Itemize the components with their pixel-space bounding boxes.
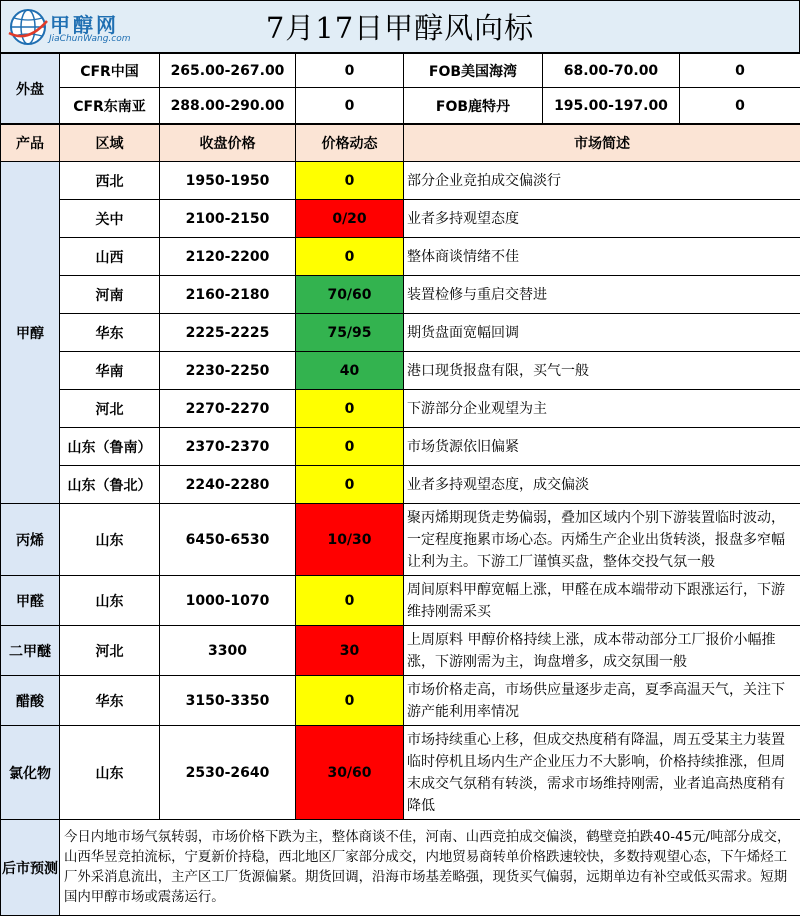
desc-cell: 业者多持观望态度，成交偏淡 [404, 466, 800, 504]
desc-cell: 下游部分企业观望为主 [404, 390, 800, 428]
region-cell: 山东 [60, 576, 160, 626]
outer-market-table [0, 53, 800, 124]
region-cell: 华南 [60, 352, 160, 390]
market-table [0, 124, 800, 916]
change-cell: 0 [296, 466, 404, 504]
price-cell: 3150-3350 [160, 676, 296, 726]
logo-url: JiaChunWang.com [49, 34, 131, 44]
table-row [1, 428, 800, 466]
price-cell: 1000-1070 [160, 576, 296, 626]
region-cell: 山西 [60, 238, 160, 276]
price-cell: 1950-1950 [160, 162, 296, 200]
region-cell: 河北 [60, 390, 160, 428]
desc-cell: 周间原料甲醇宽幅上涨，甲醛在成本端带动下跟涨运行，下游维持刚需采买 [404, 576, 800, 626]
table-row [1, 314, 800, 352]
table-row [1, 576, 800, 626]
price-cell: 2240-2280 [160, 466, 296, 504]
price-cell: 2100-2150 [160, 200, 296, 238]
product-cell: 二甲醚 [1, 626, 60, 676]
region-cell: 山东（鲁南） [60, 428, 160, 466]
change-cell: 70/60 [296, 276, 404, 314]
change-cell: 0 [296, 390, 404, 428]
product-cell: 丙烯 [1, 504, 60, 576]
outer-name: CFR中国 [60, 54, 160, 88]
change-cell: 10/30 [296, 504, 404, 576]
desc-cell: 市场持续重心上移，但成交热度稍有降温，周五受某主力装置临时停机且场内生产企业压力不大影响，价格持续推涨，但周末成交气氛稍有转淡，需求市场维持刚需，业者追高热度稍有降低 [404, 726, 800, 820]
change-cell: 75/95 [296, 314, 404, 352]
region-cell: 山东 [60, 504, 160, 576]
header-region: 区域 [60, 125, 160, 162]
change-cell: 0 [296, 576, 404, 626]
table-row [1, 276, 800, 314]
change-cell: 30/60 [296, 726, 404, 820]
table-row [1, 504, 800, 576]
table-row [1, 626, 800, 676]
desc-cell: 聚丙烯期现货走势偏弱，叠加区域内个别下游装置临时波动，一定程度拖累市场心态。丙烯生产企业出货转淡，报盘多窄幅让利为主。下游工厂谨慎买盘，整体交投气氛一般 [404, 504, 800, 576]
table-row [1, 200, 800, 238]
change-cell: 0 [296, 676, 404, 726]
region-cell: 华东 [60, 314, 160, 352]
price-cell: 2230-2250 [160, 352, 296, 390]
table-row [1, 726, 800, 820]
outer-price: 68.00-70.00 [543, 54, 680, 88]
change-cell: 0/20 [296, 200, 404, 238]
page-title: 7月17日甲醇风向标 [1, 6, 799, 47]
region-cell: 河南 [60, 276, 160, 314]
region-cell: 华东 [60, 676, 160, 726]
desc-cell: 港口现货报盘有限，买气一般 [404, 352, 800, 390]
outer-price: 288.00-290.00 [160, 88, 296, 124]
desc-cell: 部分企业竞拍成交偏淡行 [404, 162, 800, 200]
outer-price: 265.00-267.00 [160, 54, 296, 88]
desc-cell: 整体商谈情绪不佳 [404, 238, 800, 276]
table-header-row [1, 125, 800, 162]
change-cell: 0 [296, 238, 404, 276]
price-cell: 2530-2640 [160, 726, 296, 820]
price-cell: 2225-2225 [160, 314, 296, 352]
forecast-text: 今日内地市场气氛转弱，市场价格下跌为主，整体商谈不佳，河南、山西竞拍成交偏淡，鹤壁竞拍跌40-45元/吨部分成交，山西华昱竞拍流标，宁夏新价持稳，西北地区厂家部分成交，内地贸易商转单价格跌速较快，多数持观望心态，下午烯烃工厂外采消息流出，主产区工厂货源偏紧。期货回调，沿海市场基差略强，现货买气偏弱，远期单边有补空或低买需求。短期国内甲醇市场或震荡运行。 [60, 820, 800, 916]
product-methanol: 甲醇 [1, 162, 60, 504]
change-cell: 40 [296, 352, 404, 390]
change-cell: 30 [296, 626, 404, 676]
outer-name: FOB鹿特丹 [404, 88, 543, 124]
forecast-label: 后市预测 [1, 820, 60, 916]
region-cell: 西北 [60, 162, 160, 200]
outer-change: 0 [680, 54, 800, 88]
product-cell: 醋酸 [1, 676, 60, 726]
header-desc: 市场简述 [404, 125, 800, 162]
region-cell: 河北 [60, 626, 160, 676]
logo-name: 甲醇网 [50, 9, 119, 38]
region-cell: 山东（鲁北） [60, 466, 160, 504]
header-product: 产品 [1, 125, 60, 162]
desc-cell: 上周原料 甲醇价格持续上涨，成本带动部分工厂报价小幅推涨，下游刚需为主，询盘增多，成交氛围一般 [404, 626, 800, 676]
change-cell: 0 [296, 428, 404, 466]
forecast-row [1, 820, 800, 916]
table-row [1, 390, 800, 428]
outer-label: 外盘 [1, 54, 60, 124]
product-cell: 甲醛 [1, 576, 60, 626]
table-row [1, 466, 800, 504]
header [0, 0, 800, 53]
price-cell: 2120-2200 [160, 238, 296, 276]
region-cell: 山东 [60, 726, 160, 820]
table-row [1, 676, 800, 726]
price-cell: 6450-6530 [160, 504, 296, 576]
desc-cell: 市场价格走高，市场供应量逐步走高，夏季高温天气，关注下游产能利用率情况 [404, 676, 800, 726]
desc-cell: 期货盘面宽幅回调 [404, 314, 800, 352]
outer-row [1, 88, 800, 124]
desc-cell: 装置检修与重启交替进 [404, 276, 800, 314]
desc-cell: 业者多持观望态度 [404, 200, 800, 238]
outer-name: FOB美国海湾 [404, 54, 543, 88]
outer-name: CFR东南亚 [60, 88, 160, 124]
price-cell: 3300 [160, 626, 296, 676]
table-row [1, 162, 800, 200]
outer-price: 195.00-197.00 [543, 88, 680, 124]
header-price: 收盘价格 [160, 125, 296, 162]
price-cell: 2370-2370 [160, 428, 296, 466]
outer-change: 0 [296, 88, 404, 124]
outer-row [1, 54, 800, 88]
region-cell: 关中 [60, 200, 160, 238]
table-row [1, 352, 800, 390]
header-change: 价格动态 [296, 125, 404, 162]
price-cell: 2270-2270 [160, 390, 296, 428]
price-cell: 2160-2180 [160, 276, 296, 314]
desc-cell: 市场货源依旧偏紧 [404, 428, 800, 466]
change-cell: 0 [296, 162, 404, 200]
product-cell: 氯化物 [1, 726, 60, 820]
outer-change: 0 [680, 88, 800, 124]
table-row [1, 238, 800, 276]
outer-change: 0 [296, 54, 404, 88]
